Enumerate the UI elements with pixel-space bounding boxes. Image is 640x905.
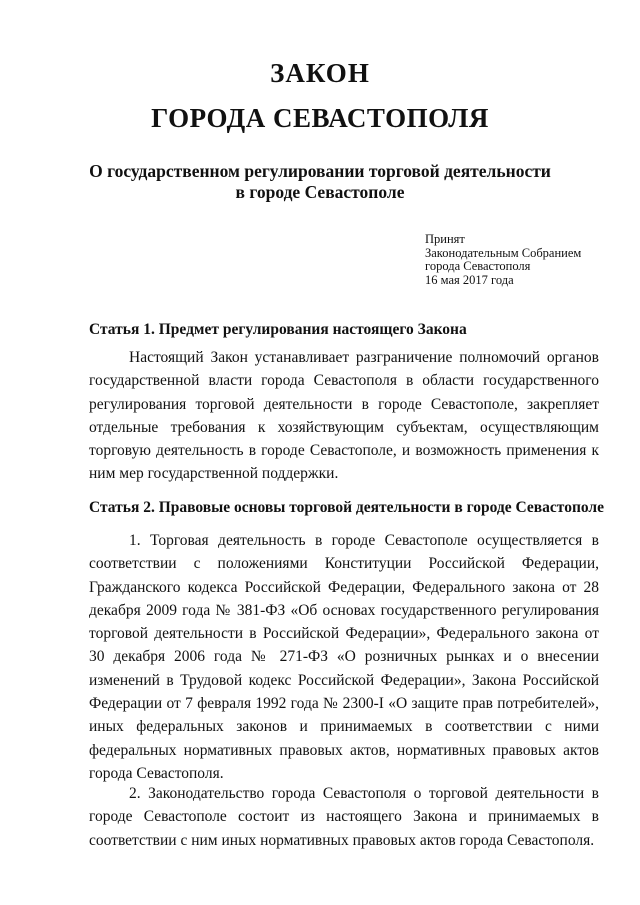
article1-paragraph: Настоящий Закон устанавливает разграничение полномочий органов государственной власти города Севастополя в области государственного регулирования торговой деятельности в городе Севастополе, закрепляет отдельные требования к хозяйствующим субъектам, осуществляющим торговую деятельность в городе Севастополе, и возможность применения к ним мер государственной поддержки.	[89, 349, 599, 483]
article2-paragraph1: 1. Торговая деятельность в городе Севастополе осуществляется в соответствии с положениями Конституции Российской Федерации, Гражданского кодекса Российской Федерации, Федерального закона от 28 декабря 2009 года № 381-ФЗ «Об основах государственного регулирования торговой деятельности в Российской Федерации», Федерального закона от 30 декабря 2006 года № 271-ФЗ «О розничных рынках и о внесении изменений в Трудовой кодекс Российской Федерации», Закона Российской Федерации от 7 февраля 1992 года № 2300-I «О защите прав потребителей», иных федеральных законов и принимаемых в соответствии с ними федеральных нормативных правовых актов, нормативных правовых актов города Севастополя.	[89, 532, 599, 782]
adoption-date: 16 мая 2017 года	[425, 272, 514, 287]
article1-heading: Статья 1. Предмет регулирования настоящего Закона	[89, 321, 467, 338]
law-city-title: ГОРОДА СЕВАСТОПОЛЯ	[151, 103, 489, 133]
article2-heading: Статья 2. Правовые основы торговой деятельности в городе Севастополе	[89, 499, 604, 516]
law-subtitle	[60, 161, 580, 203]
law-subtitle-line1: О государственном регулировании торговой деятельности	[89, 161, 551, 181]
adoption-note	[425, 233, 581, 287]
article2-paragraph2: 2. Законодательство города Севастополя о торговой деятельности в городе Севастополе состоит из настоящего Закона и принимаемых в соответствии с ним иных нормативных правовых актов города Севастополя.	[89, 785, 599, 849]
adoption-note-line3: города Севастополя	[425, 259, 531, 274]
adoption-note-line2: Законодательным Собранием	[425, 245, 582, 260]
law-subtitle-line2: в городе Севастополе	[235, 182, 405, 202]
law-title: ЗАКОН	[270, 58, 370, 88]
adoption-note-line1: Принят	[425, 232, 465, 246]
